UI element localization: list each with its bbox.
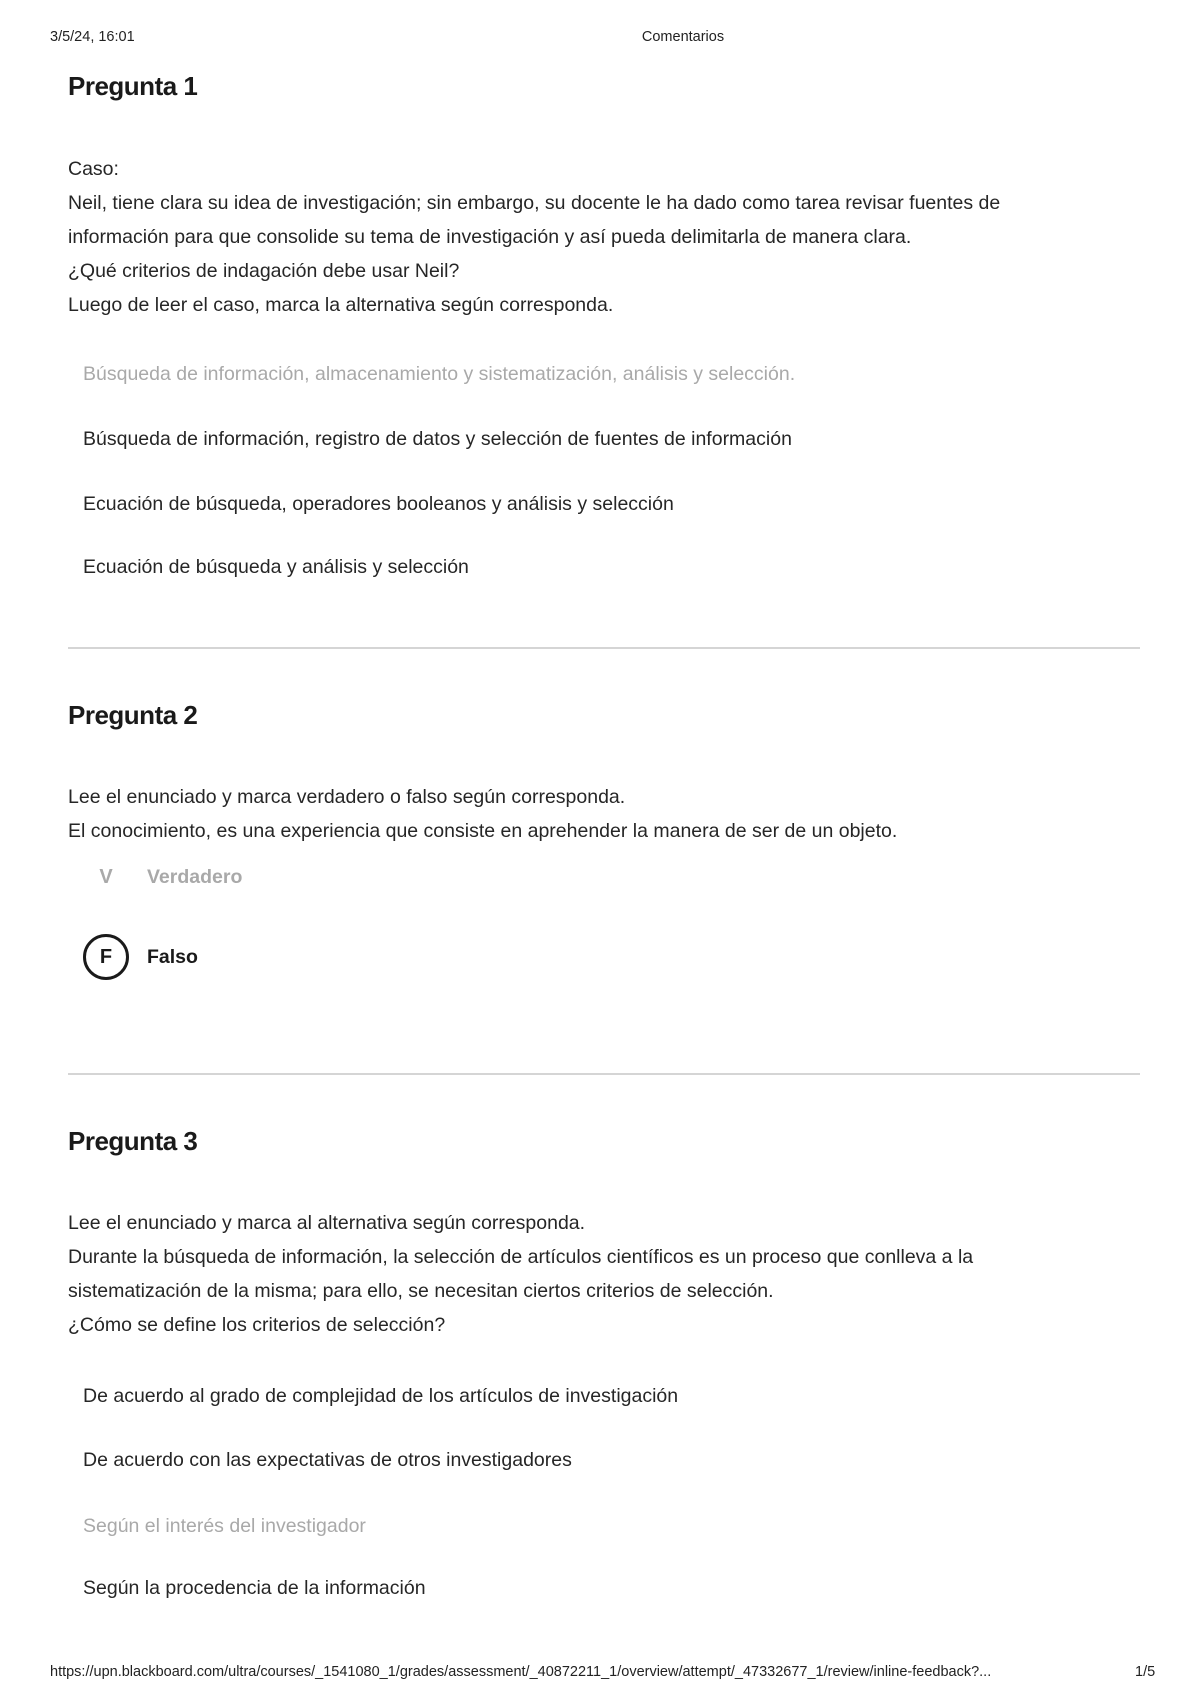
question-3-title: Pregunta 3 [68,1126,198,1156]
answer-option[interactable]: Según la procedencia de la información [83,1577,426,1599]
false-letter-circle: F [83,934,129,980]
statement-line: sistematización de la misma; para ello, se necesitan ciertos criterios de selección. [68,1280,774,1302]
question-3-statement [68,1206,973,1342]
page-url: https://upn.blackboard.com/ultra/courses/_1541080_1/grades/assessment/_40872211_1/overview/attempt/_47332677_1/review/inline-feedback?... [50,1664,992,1680]
print-title-text: Comentarios [641,29,725,45]
statement-line: ¿Cómo se define los criterios de selección? [68,1314,446,1336]
false-label: Falso [147,945,198,968]
answer-option[interactable]: De acuerdo con las expectativas de otros investigadores [83,1449,572,1471]
question-2-statement [68,780,897,848]
statement-line: Lee el enunciado y marca verdadero o falso según corresponda. [68,786,626,808]
answer-option[interactable]: Según el interés del investigador [83,1515,366,1537]
answer-option[interactable]: Búsqueda de información, registro de datos y selección de fuentes de información [83,428,792,450]
false-option[interactable] [83,934,198,980]
print-header [0,0,1200,60]
statement-line: ¿Qué criterios de indagación debe usar Neil? [68,260,460,282]
print-title [0,29,1200,45]
statement-line: Durante la búsqueda de información, la selección de artículos científicos es un proceso que conlleva a la [68,1246,974,1268]
answer-option[interactable]: Búsqueda de información, almacenamiento y sistematización, análisis y selección. [83,363,796,385]
statement-line: El conocimiento, es una experiencia que consiste en aprehender la manera de ser de un objeto. [68,820,898,842]
question-1-statement [68,152,1000,322]
question-divider [68,647,1140,649]
page-number: 1/5 [1135,1664,1156,1680]
statement-line: Lee el enunciado y marca al alternativa según corresponda. [68,1212,586,1234]
answer-option[interactable]: Ecuación de búsqueda y análisis y selección [83,556,469,578]
true-option[interactable] [83,854,242,900]
answer-option[interactable]: Ecuación de búsqueda, operadores booleanos y análisis y selección [83,493,674,515]
statement-line: Neil, tiene clara su idea de investigación; sin embargo, su docente le ha dado como tarea revisar fuentes de [68,192,1001,214]
statement-line: Caso: [68,158,119,180]
answer-option[interactable]: De acuerdo al grado de complejidad de los artículos de investigación [83,1385,679,1407]
print-datetime: 3/5/24, 16:01 [50,29,135,45]
question-divider [68,1073,1140,1075]
statement-line: información para que consolide su tema de investigación y así pueda delimitarla de manera clara. [68,226,912,248]
question-1-title: Pregunta 1 [68,71,198,101]
statement-line: Luego de leer el caso, marca la alternativa según corresponda. [68,294,614,316]
question-2-title: Pregunta 2 [68,700,198,730]
true-label: Verdadero [147,865,243,888]
true-letter: V [99,865,113,888]
